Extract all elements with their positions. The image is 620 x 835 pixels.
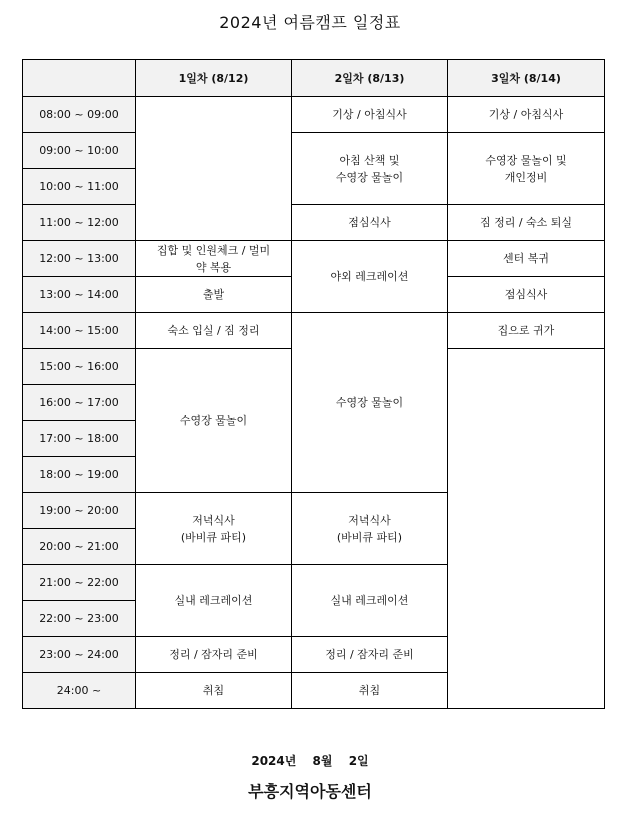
header-day2: 2일차 (8/13) <box>292 60 448 97</box>
issue-year: 2024년 <box>251 754 297 768</box>
time-cell: 23:00 ~ 24:00 <box>23 637 136 673</box>
issue-month: 8월 <box>312 754 333 768</box>
day3-go-home: 집으로 귀가 <box>448 313 605 349</box>
time-cell: 09:00 ~ 10:00 <box>23 133 136 169</box>
day1-sleep: 취침 <box>136 673 292 709</box>
time-cell: 13:00 ~ 14:00 <box>23 277 136 313</box>
day2-wakeup: 기상 / 아침식사 <box>292 97 448 133</box>
day3-lunch: 점심식사 <box>448 277 605 313</box>
time-cell: 14:00 ~ 15:00 <box>23 313 136 349</box>
day2-indoor-rec: 실내 레크레이션 <box>292 565 448 637</box>
header-corner <box>23 60 136 97</box>
time-cell: 10:00 ~ 11:00 <box>23 169 136 205</box>
day3-empty-afternoon <box>448 349 605 709</box>
page-title: 2024년 여름캠프 일정표 <box>219 13 401 32</box>
issue-date <box>0 752 620 769</box>
table-row <box>23 205 605 241</box>
day2-outdoor-rec: 야외 레크레이션 <box>292 241 448 313</box>
time-cell: 15:00 ~ 16:00 <box>23 349 136 385</box>
day3-wakeup: 기상 / 아침식사 <box>448 97 605 133</box>
time-cell: 19:00 ~ 20:00 <box>23 493 136 529</box>
day2-walk-pool: 아침 산책 및 수영장 물놀이 <box>292 133 448 205</box>
table-row <box>23 313 605 349</box>
day2-sleep: 취침 <box>292 673 448 709</box>
time-cell: 11:00 ~ 12:00 <box>23 205 136 241</box>
time-cell: 21:00 ~ 22:00 <box>23 565 136 601</box>
time-cell: 12:00 ~ 13:00 <box>23 241 136 277</box>
day2-lunch: 점심식사 <box>292 205 448 241</box>
day2-prep-bed: 정리 / 잠자리 준비 <box>292 637 448 673</box>
day1-checkin: 숙소 입실 / 짐 정리 <box>136 313 292 349</box>
time-cell: 16:00 ~ 17:00 <box>23 385 136 421</box>
day3-pool-personal: 수영장 물놀이 및 개인정비 <box>448 133 605 205</box>
day3-return-center: 센터 복귀 <box>448 241 605 277</box>
time-cell: 24:00 ~ <box>23 673 136 709</box>
day1-gathering: 집합 및 인원체크 / 멀미약 복용 <box>136 241 292 277</box>
table-row <box>23 97 605 133</box>
organization-name: 부흥지역아동센터 <box>248 782 372 801</box>
day3-checkout: 짐 정리 / 숙소 퇴실 <box>448 205 605 241</box>
issue-day: 2일 <box>348 754 369 768</box>
day1-indoor-rec: 실내 레크레이션 <box>136 565 292 637</box>
header-day3: 3일차 (8/14) <box>448 60 605 97</box>
schedule-table <box>22 59 605 709</box>
day1-empty-morning <box>136 97 292 241</box>
day1-dinner: 저녁식사 (바비큐 파티) <box>136 493 292 565</box>
header-day1: 1일차 (8/12) <box>136 60 292 97</box>
day1-pool: 수영장 물놀이 <box>136 349 292 493</box>
day2-pool: 수영장 물놀이 <box>292 313 448 493</box>
day1-prep-bed: 정리 / 잠자리 준비 <box>136 637 292 673</box>
time-cell: 22:00 ~ 23:00 <box>23 601 136 637</box>
day2-dinner: 저녁식사 (바비큐 파티) <box>292 493 448 565</box>
time-cell: 17:00 ~ 18:00 <box>23 421 136 457</box>
day1-departure: 출발 <box>136 277 292 313</box>
time-cell: 08:00 ~ 09:00 <box>23 97 136 133</box>
header-row <box>23 60 605 97</box>
table-row <box>23 133 605 169</box>
time-cell: 18:00 ~ 19:00 <box>23 457 136 493</box>
time-cell: 20:00 ~ 21:00 <box>23 529 136 565</box>
table-row <box>23 241 605 277</box>
